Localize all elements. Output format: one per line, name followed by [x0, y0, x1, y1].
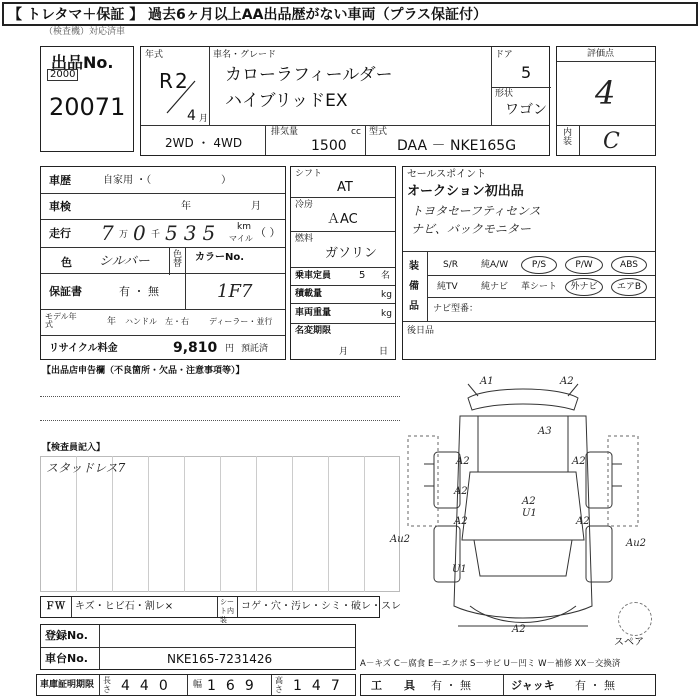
- warranty-label: 保証書: [49, 285, 82, 298]
- inspector-note: スタッドレス7: [46, 461, 126, 475]
- mark-u1-roof: U1: [522, 508, 537, 519]
- color-no-value: 1F7: [217, 281, 253, 302]
- width-value: 169: [207, 678, 264, 694]
- model-type-value: DAA － NKE165G: [397, 138, 517, 154]
- year-label: 年式: [145, 50, 164, 60]
- weight-unit: kg: [381, 309, 392, 319]
- equip-leather: 革シート: [521, 282, 558, 292]
- damage-legend: A－キズ C－腐食 E－エクボ S－サビ U－凹ミ W－補修 XX－交換済: [360, 659, 621, 669]
- renewal-month: 月: [339, 347, 349, 357]
- jack-label: ジャッキ: [511, 679, 555, 692]
- drive-value: 2WD ・ 4WD: [165, 136, 243, 150]
- weight-label: 車両重量: [295, 308, 332, 318]
- lot-label: 出品No.: [51, 53, 114, 72]
- sales-point-title: オークション初出品: [407, 184, 524, 199]
- top-banner: [2, 2, 698, 26]
- interior-value: C: [603, 129, 620, 154]
- mark-a2-left-door: A2: [454, 486, 468, 497]
- displacement-value: 1500: [311, 138, 347, 154]
- scanner-note: （検査機）対応済車: [44, 27, 126, 37]
- inspection-month: 月: [251, 201, 261, 212]
- inspector-label: 【検査員記入】: [42, 443, 106, 453]
- mileage-unit-mile: マイル: [229, 234, 253, 243]
- recycle-unit: 円: [225, 344, 235, 354]
- mark-a1-front: A1: [480, 376, 494, 387]
- model-row-dealer: ディーラー・並行: [209, 317, 273, 326]
- tools-row: [360, 674, 656, 696]
- mileage-paren: （ ）: [255, 226, 281, 239]
- mileage-man-unit: 万: [119, 230, 129, 240]
- displacement-unit: cc: [351, 127, 361, 137]
- score-label: 評価点: [587, 49, 615, 59]
- doors-label: ドア: [495, 50, 513, 60]
- displacement-label: 排気量: [271, 127, 299, 137]
- height-value: 147: [293, 678, 350, 694]
- car-name: カローラフィールダー: [225, 65, 393, 85]
- history-label: 車歴: [49, 174, 71, 187]
- mileage-label: 走行: [49, 227, 71, 240]
- mark-a2-front-right: A2: [560, 376, 574, 387]
- equip-pw: P/W: [565, 256, 603, 274]
- capacity-unit: 名: [381, 271, 391, 281]
- navi-model-label: ナビ型番：: [433, 304, 479, 314]
- equip-ext-navi: 外ナビ: [565, 278, 603, 296]
- equip-navi: 純ナビ: [481, 282, 509, 292]
- score-box: [556, 46, 656, 156]
- mark-a2-left-front: A2: [456, 456, 470, 467]
- score-value: 4: [595, 74, 616, 112]
- car-damage-diagram: [390, 376, 648, 646]
- interior-label: 内装: [563, 128, 573, 147]
- sales-equipment-block: [402, 166, 656, 360]
- certificate-row: [36, 674, 356, 696]
- register-label: 登録No.: [45, 629, 88, 642]
- height-label: 高さ: [275, 676, 283, 694]
- mark-a3-hood: A3: [538, 426, 552, 437]
- capacity-label: 乗車定員: [295, 271, 332, 281]
- color-change-label: 色替: [173, 250, 183, 269]
- details-table: [40, 166, 286, 360]
- model-type-label: 型式: [369, 127, 388, 137]
- sales-point-line1: トヨタセーフティセンス: [411, 204, 541, 218]
- defects-row: [40, 596, 401, 624]
- year-era: R: [159, 69, 173, 93]
- renewal-day: 日: [379, 347, 389, 357]
- mark-a2-right-rear: A2: [576, 516, 590, 527]
- seat-text: コゲ・穴・汚レ・シミ・破レ・スレ: [241, 601, 401, 612]
- load-label: 積載量: [295, 289, 323, 299]
- mark-a2-right-front: A2: [572, 456, 586, 467]
- mark-u1-left-rear: U1: [452, 564, 467, 575]
- equip-abs: ABS: [611, 256, 647, 274]
- shift-value: AT: [337, 180, 353, 195]
- mark-au2-left: Au2: [390, 534, 411, 545]
- length-label: 長さ: [103, 676, 111, 694]
- fw-text: キズ・ヒビ石・割レ×: [75, 601, 174, 612]
- mileage-sen-unit: 千: [151, 230, 161, 240]
- equip-airbag: エアB: [611, 278, 647, 296]
- mark-a2-rear: A2: [512, 624, 526, 635]
- mark-au2-right: Au2: [626, 538, 647, 549]
- mileage-rest: 535: [165, 221, 222, 245]
- sales-point-label: セールスポイント: [407, 169, 487, 180]
- length-value: 440: [121, 678, 178, 694]
- shape-value: ワゴン: [505, 102, 547, 118]
- fuel-label: 燃料: [295, 234, 314, 244]
- after-date-label: 後日品: [407, 326, 435, 336]
- equip-tv: 純TV: [437, 282, 458, 292]
- lot-box: [40, 46, 134, 152]
- shift-label: シフト: [295, 169, 323, 179]
- model-row-label: モデル年式: [45, 312, 77, 329]
- equip-aw: 純A/W: [481, 260, 509, 270]
- mileage-unit-km: km: [237, 222, 251, 232]
- history-value: 自家用 ・（ ）: [103, 175, 232, 186]
- year-month-unit: 月: [199, 114, 209, 124]
- banner-text: 【 トレタマ＋保証 】 過去6ヶ月以上AA出品歴がない車両（プラス保証付）: [8, 7, 488, 23]
- certificate-label: 車庫証明期限: [40, 680, 95, 690]
- lot-number: 20071: [49, 93, 126, 121]
- mileage-man: 7: [101, 221, 114, 245]
- report-label: 【出品店申告欄（不良箇所・欠品・注意事項等）】: [42, 366, 245, 376]
- spec-column: [290, 166, 396, 360]
- mileage-thousands: 0: [133, 221, 146, 245]
- seat-label: シート内装: [220, 598, 234, 624]
- year-month: 4: [187, 108, 196, 124]
- mark-a2-left-rear-door: A2: [454, 516, 468, 527]
- report-line-1: [40, 396, 400, 397]
- registration-block: [40, 624, 356, 670]
- chassis-label: 車台No.: [45, 652, 88, 665]
- jack-value: 有 ・ 無: [575, 679, 615, 692]
- ac-value: ＡAC: [327, 212, 358, 227]
- spare-label: スペア: [614, 637, 644, 648]
- sales-point-line2: ナビ、バックモニター: [411, 222, 531, 236]
- ac-label: 冷房: [295, 200, 314, 210]
- shape-label: 形状: [495, 89, 514, 99]
- tools-value: 有 ・ 無: [431, 679, 471, 692]
- fw-label: ＦＷ: [45, 601, 65, 612]
- equipment-label: 装備品: [409, 261, 419, 312]
- width-label: 幅: [193, 680, 203, 690]
- inspection-label: 車検: [49, 200, 71, 213]
- year-value: 2: [175, 69, 188, 93]
- capacity-value: 5: [359, 270, 366, 281]
- recycle-value: 9,810: [173, 340, 218, 356]
- load-unit: kg: [381, 290, 392, 300]
- model-row-year: 年: [107, 317, 117, 327]
- report-line-2: [40, 420, 400, 421]
- color-label: 色: [61, 256, 72, 269]
- model-row-handle: ハンドル 左・右: [125, 317, 189, 326]
- equip-ps: P/S: [521, 256, 557, 274]
- doors-value: 5: [521, 63, 532, 82]
- tools-label: 工 具: [371, 679, 415, 692]
- recycle-label: リサイクル料金: [49, 343, 118, 354]
- mark-a2-roof: A2: [522, 496, 536, 507]
- car-grade: ハイブリッドEX: [225, 91, 348, 111]
- equip-sr: S/R: [443, 260, 458, 270]
- renewal-label: 名変期限: [295, 326, 332, 336]
- warranty-value: 有 ・ 無: [119, 285, 159, 298]
- inspection-year: 年: [181, 201, 191, 212]
- car-label: 車名・グレード: [213, 50, 277, 60]
- recycle-note: 預託済: [241, 344, 269, 354]
- chassis-value: NKE165-7231426: [167, 652, 273, 666]
- color-value: シルバー: [99, 254, 150, 269]
- lot-stamp: 2000: [47, 69, 78, 81]
- fuel-value: ガソリン: [325, 246, 378, 261]
- color-no-label: カラーNo.: [195, 252, 245, 263]
- vehicle-info-block: [140, 46, 550, 156]
